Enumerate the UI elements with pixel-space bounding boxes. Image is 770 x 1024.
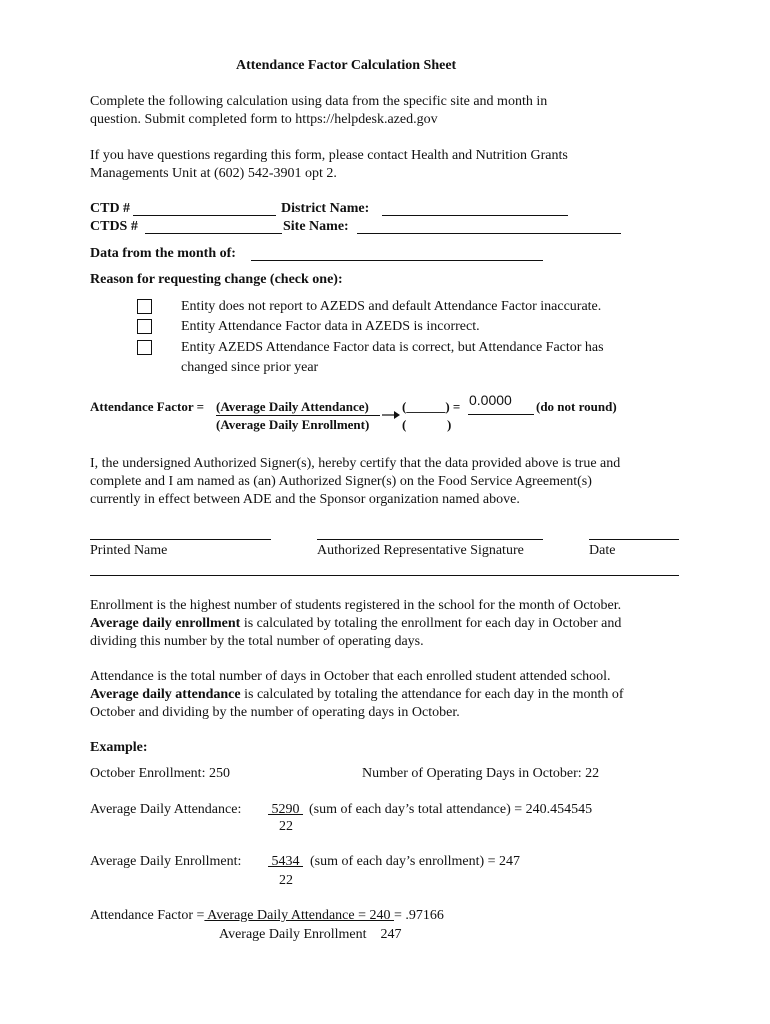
reason-checkbox-1[interactable] (137, 299, 152, 314)
reason-option-1: Entity does not report to AZEDS and default Attendance Factor inaccurate. (181, 299, 602, 314)
reason-checkbox-2[interactable] (137, 319, 152, 334)
ade-description: (sum of each day’s enrollment) = 247 (310, 854, 521, 869)
district-name-input[interactable] (382, 201, 568, 216)
example-heading: Example: (90, 740, 148, 755)
ade-label: Average Daily Enrollment: (90, 854, 242, 869)
formula-denominator: (Average Daily Enrollment) (216, 417, 370, 432)
signature-label: Authorized Representative Signature (317, 543, 524, 558)
do-not-round-note: (do not round) (536, 399, 617, 414)
ade-numerator: 5434 (271, 854, 300, 869)
site-name-input[interactable] (357, 219, 621, 234)
example-enrollment: October Enrollment: 250 (90, 766, 230, 781)
reason-checkbox-3[interactable] (137, 340, 152, 355)
reason-option-3: Entity AZEDS Attendance Factor data is correct, but Attendance Factor has (181, 340, 604, 355)
signature-line[interactable] (317, 539, 543, 540)
ada-numerator: 5290 (271, 802, 300, 817)
ade-denominator: 22 (279, 873, 293, 888)
numerator-paren: (______) = (402, 399, 461, 414)
result-value: 0.0000 (469, 392, 512, 408)
attendance-def-rest: is calculated by totaling the attendance for each day in the month of (240, 687, 624, 702)
intro-line-2: question. Submit completed form to https://helpdesk.azed.gov (90, 112, 438, 127)
enrollment-def-2 (90, 615, 621, 633)
af-numerator: Average Daily Attendance = 240 (204, 908, 394, 923)
contact-line-2: Managements Unit at (602) 542-3901 opt 2. (90, 166, 337, 181)
attendance-def-bold: Average daily attendance (90, 687, 241, 702)
district-name-label: District Name: (281, 201, 370, 216)
formula-numerator: (Average Daily Attendance) (216, 399, 369, 414)
af-example (90, 908, 444, 924)
enrollment-def-bold: Average daily enrollment (90, 616, 241, 631)
reason-option-2: Entity Attendance Factor data in AZEDS is incorrect. (181, 319, 480, 334)
date-label: Date (589, 543, 616, 558)
ctd-label: CTD # (90, 201, 131, 216)
certify-line-3: currently in effect between ADE and the Sponsor organization named above. (90, 492, 520, 507)
ada-label: Average Daily Attendance: (90, 802, 242, 817)
af-denominator: Average Daily Enrollment 247 (219, 927, 402, 942)
enrollment-def-rest: is calculated by totaling the enrollment for each day in October and (240, 616, 622, 631)
date-line[interactable] (589, 539, 679, 540)
printed-name-label: Printed Name (90, 543, 168, 558)
attendance-def-2 (90, 686, 624, 704)
month-input[interactable] (251, 246, 543, 261)
formula-label: Attendance Factor = (90, 399, 205, 414)
month-label: Data from the month of: (90, 246, 236, 261)
enrollment-def-1: Enrollment is the highest number of students registered in the school for the month of October. (90, 598, 622, 613)
af-prefix: Attendance Factor = (90, 908, 205, 923)
denominator-paren-open: ( (402, 417, 407, 432)
site-name-label: Site Name: (283, 219, 349, 234)
reason-option-3-cont: changed since prior year (181, 360, 319, 375)
example-operating-days: Number of Operating Days in October: 22 (362, 766, 600, 781)
ada-description: (sum of each day’s total attendance) = 240.454545 (309, 802, 593, 817)
arrow-right-icon (380, 408, 402, 422)
enrollment-def-3: dividing this number by the total number of operating days. (90, 634, 424, 649)
attendance-def-3: October and dividing by the number of operating days in October. (90, 705, 460, 720)
ctd-input[interactable] (133, 201, 276, 216)
af-result: = .97166 (393, 908, 444, 923)
certify-line-1: I, the undersigned Authorized Signer(s), hereby certify that the data provided above is true and (90, 456, 621, 471)
contact-line-1: If you have questions regarding this form, please contact Health and Nutrition Grants (90, 148, 568, 163)
attendance-def-1: Attendance is the total number of days in October that each enrolled student attended school. (90, 669, 611, 684)
reason-heading: Reason for requesting change (check one): (90, 272, 343, 287)
ada-denominator: 22 (279, 819, 293, 834)
fraction-bar (216, 415, 380, 416)
intro-line-1: Complete the following calculation using data from the specific site and month in (90, 94, 548, 109)
ctds-input[interactable] (145, 219, 282, 234)
ctds-label: CTDS # (90, 219, 138, 234)
certify-line-2: complete and I am named as (an) Authorized Signer(s) on the Food Service Agreement(s) (90, 474, 592, 489)
page-title: Attendance Factor Calculation Sheet (236, 58, 457, 73)
printed-name-line[interactable] (90, 539, 271, 540)
denominator-paren-close: ) (447, 417, 452, 432)
section-divider (90, 575, 679, 576)
